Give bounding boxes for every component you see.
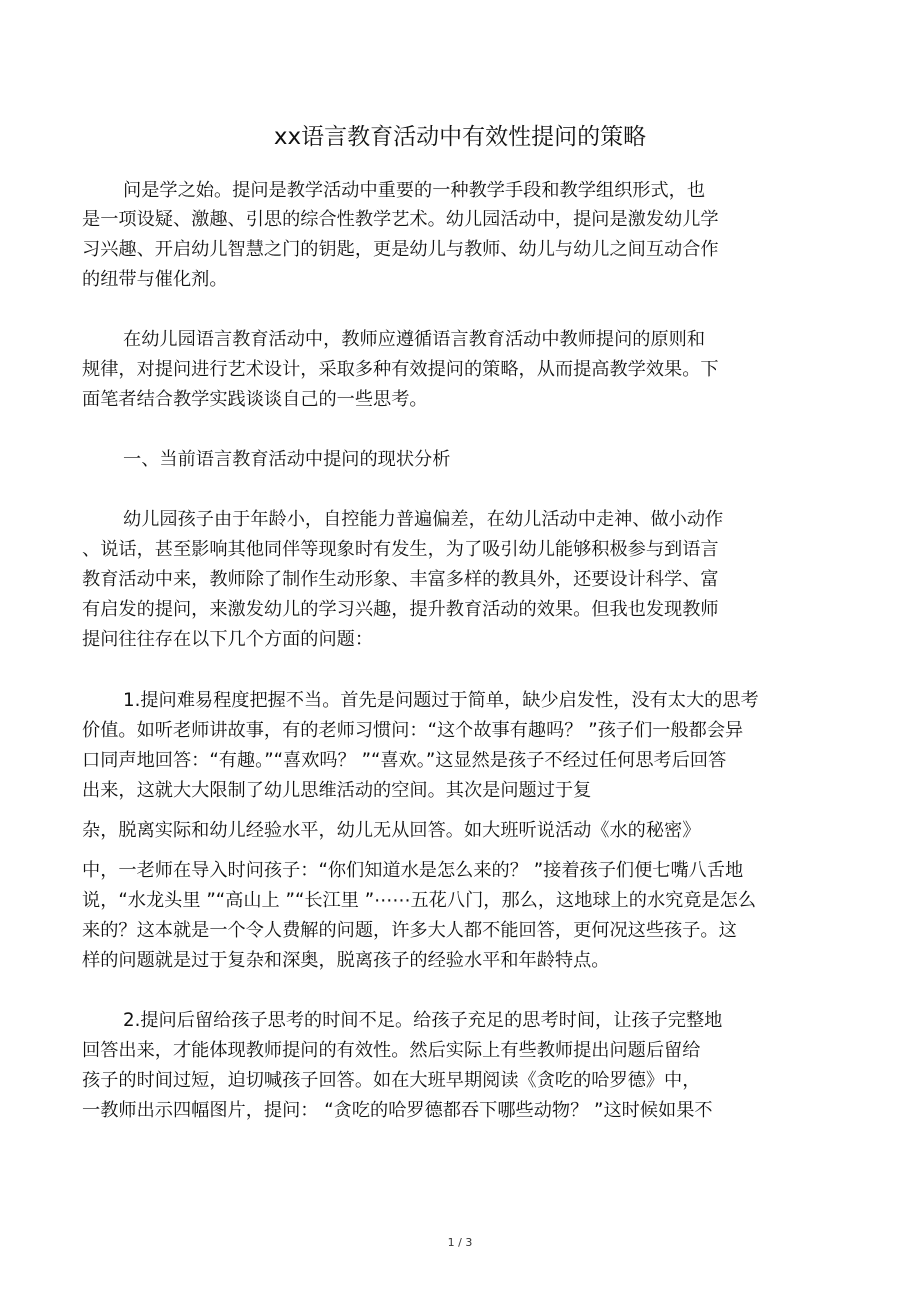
text-line: 面笔者结合教学实践谈谈自己的一些思考。: [82, 389, 428, 410]
document-title: xx语言教育活动中有效性提问的策略: [273, 124, 647, 150]
text-line: 口同声地回答：“有趣。”“喜欢吗？ ”“喜欢。”这显然是孩子不经过任何思考后回答: [82, 750, 727, 771]
text-line: 提问往往存在以下几个方面的问题：: [82, 629, 374, 650]
text-line: 幼儿园孩子由于年龄小，自控能力普遍偏差，在幼儿活动中走神、做小动作: [123, 509, 724, 530]
text-line: 的纽带与催化剂。: [82, 269, 228, 290]
text-line: 2.提问后留给孩子思考的时间不足。给孩子充足的思考时间，让孩子完整地: [123, 1010, 723, 1031]
text-line: 杂，脱离实际和幼儿经验水平，幼儿无从回答。如大班听说活动《水的秘密》: [82, 820, 701, 841]
section-heading: 一、当前语言教育活动中提问的现状分析: [123, 449, 451, 470]
text-line: 规律，对提问进行艺术设计，采取多种有效提问的策略，从而提高教学效果。下: [82, 359, 719, 380]
page-indicator: 1 / 3: [447, 1236, 473, 1249]
text-line: 、说话，甚至影响其他同伴等现象时有发生，为了吸引幼儿能够积极参与到语言: [82, 539, 719, 560]
text-line: 孩子的时间过短，迫切喊孩子回答。如在大班早期阅读《贪吃的哈罗德》中，: [82, 1070, 701, 1091]
text-line: 说，“水龙头里 ”“高山上 ”“长江里 ”⋯⋯五花八门，那么，这地球上的水究竟是怎么: [82, 890, 757, 911]
text-line: 是一项设疑、激趣、引思的综合性教学艺术。幼儿园活动中，提问是激发幼儿学: [82, 209, 719, 230]
text-line: 1.提问难易程度把握不当。首先是问题过于简单，缺少启发性，没有太大的思考: [123, 690, 759, 711]
text-line: 中，一老师在导入时问孩子：“你们知道水是怎么来的？ ”接着孩子们便七嘴八舌地: [82, 860, 744, 881]
text-line: 来的？这本就是一个令人费解的问题，许多大人都不能回答，更何况这些孩子。这: [82, 920, 737, 941]
text-line: 习兴趣、开启幼儿智慧之门的钥匙，更是幼儿与教师、幼儿与幼儿之间互动合作: [82, 239, 719, 260]
text-line: 价值。如听老师讲故事，有的老师习惯问：“这个故事有趣吗？ ”孩子们一般都会异: [82, 720, 744, 741]
text-line: 有启发的提问，来激发幼儿的学习兴趣，提升教育活动的效果。但我也发现教师: [82, 599, 719, 620]
text-line: 样的问题就是过于复杂和深奥，脱离孩子的经验水平和年龄特点。: [82, 950, 610, 971]
text-line: 回答出来，才能体现教师提问的有效性。然后实际上有些教师提出问题后留给: [82, 1040, 701, 1061]
text-line: 在幼儿园语言教育活动中，教师应遵循语言教育活动中教师提问的原则和: [123, 329, 706, 350]
text-line: 问是学之始。提问是教学活动中重要的一种教学手段和教学组织形式，也: [123, 180, 706, 201]
text-line: 教育活动中来，教师除了制作生动形象、丰富多样的教具外，还要设计科学、富: [82, 569, 719, 590]
text-line: 出来，这就大大限制了幼儿思维活动的空间。其次是问题过于复: [82, 780, 592, 801]
text-line: 一教师出示四幅图片，提问： “贪吃的哈罗德都吞下哪些动物？ ”这时候如果不: [82, 1100, 713, 1121]
